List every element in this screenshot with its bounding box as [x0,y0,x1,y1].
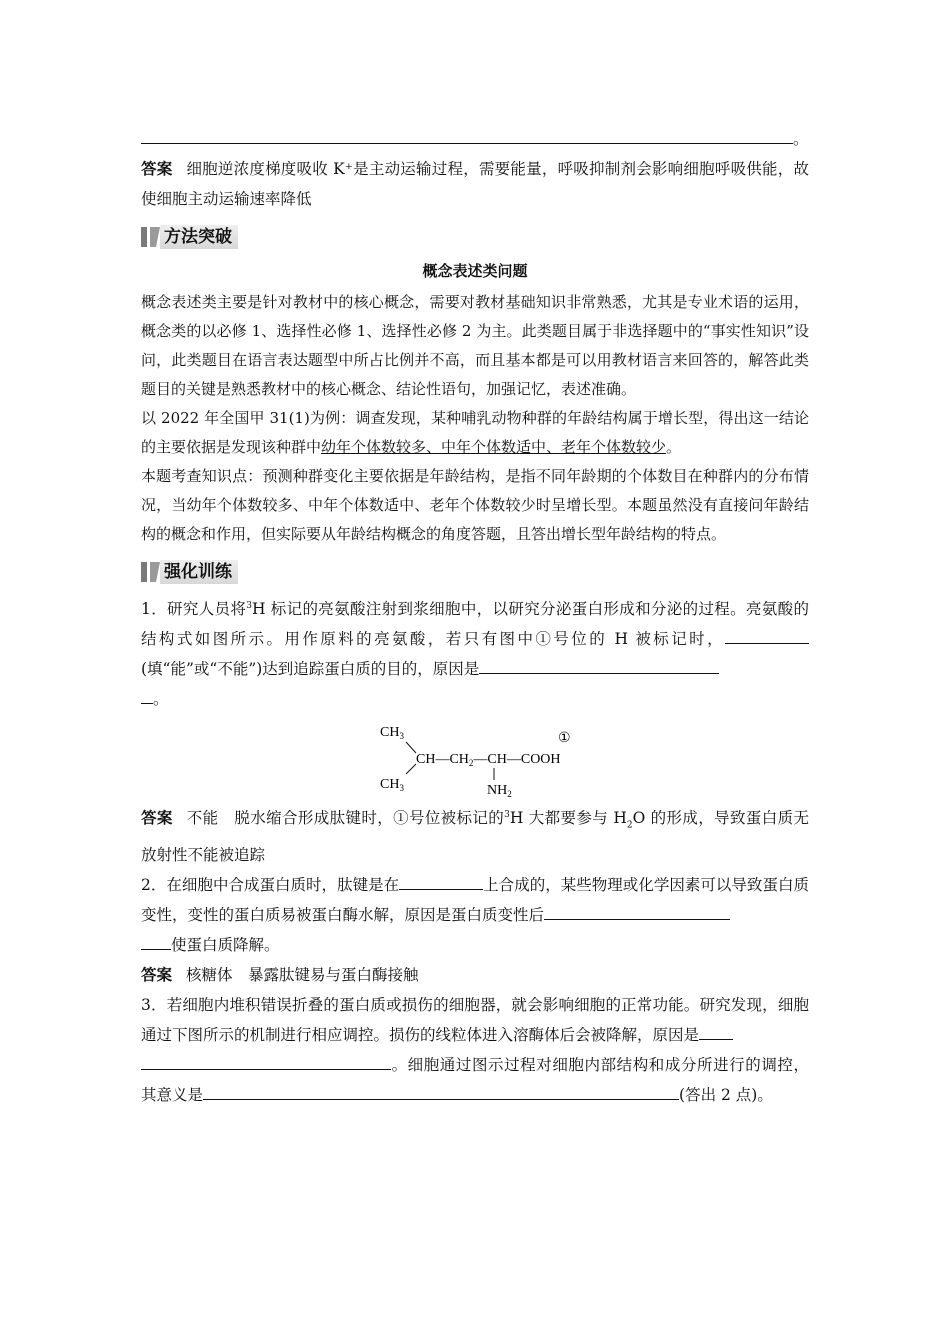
method-paragraph-3: 本题考查知识点：预测种群变化主要依据是年龄结构，是指不同年龄期的个体数目在种群内的分布情况，当幼年个体数较多、中年个体数适中、老年个体数较少时呈增长型。本题虽然没有直接问年龄结构的概念和作用，但实际要从年龄结构概念的角度答题，且答出增长型年龄结构的特点。 [141,467,809,543]
question-2 [141,870,809,960]
section-bar-icon [141,562,147,582]
answer-text: 细胞逆浓度梯度吸收 K⁺是主动运输过程，需要能量，呼吸抑制剂会影响细胞呼吸供能，故使细胞主动运输速率降低 [141,160,809,208]
q3-end: (答出 2 点)。 [679,1086,773,1105]
section-bar-icon-2 [150,562,160,582]
bond-upper [406,742,416,753]
a2-text: 核糖体 暴露肽键易与蛋白酶接触 [186,966,419,985]
method-paragraph-1: 概念表述类主要是针对教材中的核心概念，需要对教材基础知识非常熟悉，尤其是专业术语的运用，概念类的以必修 1、选择性必修 1、选择性必修 2 为主。此类题目属于非选择题中的“事实性知识”设问，此类题目在语言表达题型中所占比例并不高，而且基本都是可以用教材语言来回答的，解答此类题目的关键是熟悉教材中的核心概念、结论性语句，加强记忆，表述准确。 [141,293,809,398]
answer-block-2 [141,960,809,990]
a1-sub: 2 [626,820,633,831]
q2-text-2: 上合成的，某些物理或化学因素可以导致蛋白质变性，变性的蛋白质易被蛋白酶水解，原因是蛋白质变性后 [141,876,809,925]
q3-blank-2[interactable] [203,1081,679,1100]
q2-end: 使蛋白质降解。 [171,936,280,955]
ch3-bottom: $CH_3$ [380,777,404,794]
q1-blank-2[interactable] [479,655,719,674]
answer-label: 答案 [141,966,173,985]
question-1 [141,591,809,714]
a1-text: 不能 脱水缩合形成肽键时，①号位被标记的 [186,809,505,828]
q1-text: 1．研究人员将 [141,600,247,619]
a1-text-3: O 的形成，导致蛋白质无放射性不能被追踪 [141,809,809,865]
answer-label: 答案 [141,809,173,828]
leucine-formula-svg [366,718,586,798]
answer-block-1 [141,800,809,870]
answer-label: 答案 [141,160,173,178]
q1-blank-1[interactable] [725,625,809,644]
content-column [141,124,809,1110]
q1-text-3: (填“能”或“不能”)达到追踪蛋白质的目的，原因是 [141,660,480,679]
leucine-structure-diagram [141,718,809,798]
section-title: 方法突破 [160,225,238,249]
q1-end: 。 [153,690,169,709]
period: 。 [793,130,809,148]
position-1-marker: ① [558,731,571,747]
q2-text: 2．在细胞中合成蛋白质时，肽键是在 [141,876,400,895]
q2-blank-1[interactable] [399,871,483,890]
section-title: 强化训练 [160,560,238,584]
section-header-train [141,559,809,585]
q1-text-2: H 标记的亮氨酸注射到浆细胞中，以研究分泌蛋白形成和分泌的过程。亮氨酸的结构式如图所示。用作原料的亮氨酸，若只有图中①号位的 H 被标记时， [141,600,809,649]
q3-blank-1[interactable] [699,1021,733,1040]
section-header-method [141,224,809,250]
top-answer-line [141,124,809,154]
ch3-top: $CH_3$ [380,725,404,742]
a1-text-2: H 大都要参与 H [509,809,627,828]
nh2-group: $NH_2$ [487,783,512,799]
section-bar-icon [141,227,147,247]
q2-blank-2-cont[interactable] [141,931,171,950]
method-paragraph-2 [141,404,809,462]
q1-blank-2-cont[interactable] [141,685,153,704]
answer-block-0 [141,154,809,214]
method-title: 概念表述类问题 [422,262,528,280]
section-bar-icon-2 [150,227,160,247]
question-3 [141,990,809,1110]
main-chain: $CH—CH_2—CH—COOH$ [416,752,561,769]
answer-blank[interactable] [141,125,793,144]
p2-end: 。 [666,438,682,456]
p2-underlined: 幼年个体数较多、中年个体数适中、老年个体数较少 [321,438,667,456]
a1-sup: 3 [504,810,510,821]
q2-blank-2[interactable] [544,901,730,920]
q3-blank-1-cont[interactable] [141,1051,391,1070]
p2-text: 以 2022 年全国甲 31(1)为例：调查发现，某种哺乳动物种群的年龄结构属于增长型，得出这一结论的主要依据是发现该种群中 [141,409,809,456]
q3-text: 3．若细胞内堆积错误折叠的蛋白质或损伤的细胞器，就会影响细胞的正常功能。研究发现，细胞通过下图所示的机制进行相应调控。损伤的线粒体进入溶酶体后会被降解，原因是 [141,996,809,1045]
q3-text-2: 。细胞通过图示过程对细胞内部结构和成分所进行的调控，其意义是 [141,1056,809,1105]
bond-lower [406,764,416,774]
q1-sup: 3 [246,601,252,611]
